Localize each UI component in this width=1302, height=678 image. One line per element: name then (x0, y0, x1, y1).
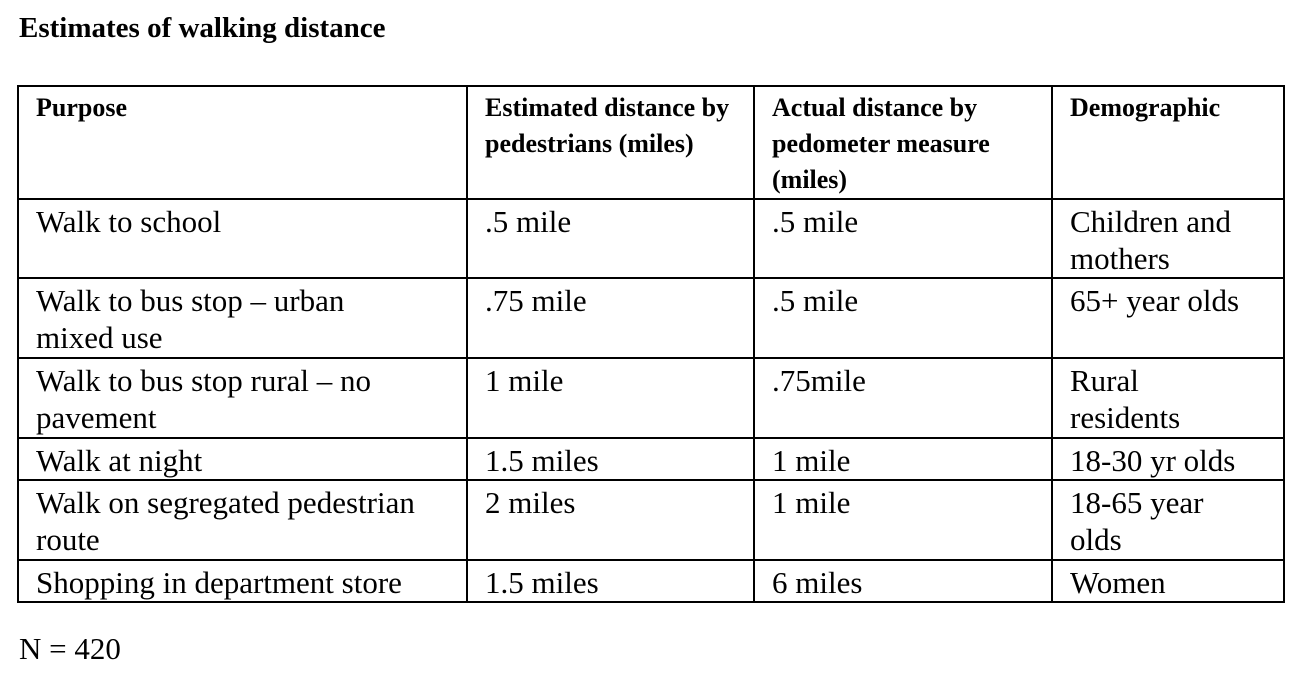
table-row (18, 278, 1284, 358)
table-row (18, 358, 1284, 438)
purpose-cell: Walk at night (18, 438, 467, 480)
estimated-distance-cell: 1.5 miles (467, 438, 754, 480)
column-header-demographic: Demographic (1052, 86, 1284, 199)
estimated-distance-cell: 1.5 miles (467, 560, 754, 602)
estimated-distance-cell: 2 miles (467, 480, 754, 560)
actual-distance-cell: .75mile (754, 358, 1052, 438)
column-header-actual-distance: Actual distance by pedometer measure (miles) (754, 86, 1052, 199)
actual-distance-cell: 1 mile (754, 438, 1052, 480)
estimated-distance-cell: .5 mile (467, 199, 754, 278)
table-header-row (18, 86, 1284, 199)
column-header-estimated-distance: Estimated distance by pedestrians (miles) (467, 86, 754, 199)
table-row (18, 199, 1284, 278)
purpose-cell: Walk to school (18, 199, 467, 278)
column-header-purpose: Purpose (18, 86, 467, 199)
estimated-distance-cell: 1 mile (467, 358, 754, 438)
sample-size-note: N = 420 (19, 631, 121, 666)
table-row (18, 480, 1284, 560)
actual-distance-cell: .5 mile (754, 278, 1052, 358)
demographic-cell: Children and mothers (1052, 199, 1284, 278)
table-row (18, 438, 1284, 480)
table-row (18, 560, 1284, 602)
purpose-cell: Walk to bus stop – urban mixed use (18, 278, 467, 358)
actual-distance-cell: 6 miles (754, 560, 1052, 602)
actual-distance-cell: .5 mile (754, 199, 1052, 278)
purpose-cell: Walk on segregated pedestrian route (18, 480, 467, 560)
demographic-cell: Rural residents (1052, 358, 1284, 438)
purpose-cell: Walk to bus stop rural – no pavement (18, 358, 467, 438)
demographic-cell: 65+ year olds (1052, 278, 1284, 358)
page-title: Estimates of walking distance (19, 12, 386, 44)
actual-distance-cell: 1 mile (754, 480, 1052, 560)
demographic-cell: 18-65 year olds (1052, 480, 1284, 560)
purpose-cell: Shopping in department store (18, 560, 467, 602)
walking-distance-table (17, 85, 1285, 603)
demographic-cell: 18-30 yr olds (1052, 438, 1284, 480)
estimated-distance-cell: .75 mile (467, 278, 754, 358)
demographic-cell: Women (1052, 560, 1284, 602)
